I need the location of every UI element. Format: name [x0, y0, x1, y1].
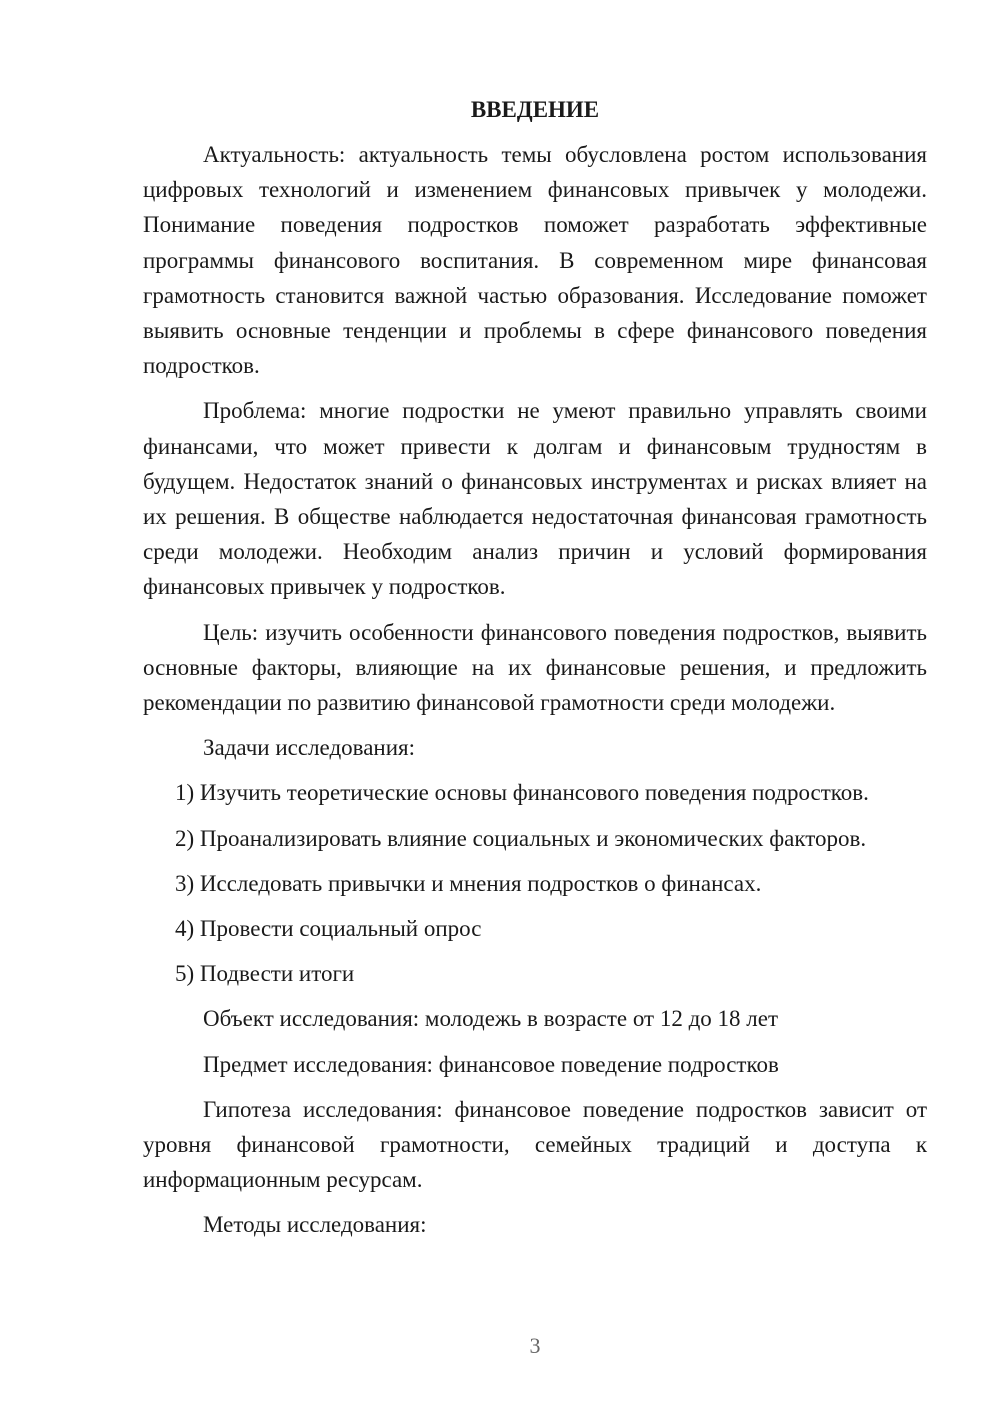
task-item: 5) Подвести итоги [175, 961, 355, 987]
problem-paragraph: Проблема: многие подростки не умеют правильно управлять своими финансами, что может привести к долгам и финансовым трудностям в будущем. Недостаток знаний о финансовых инструментах и рисках влияет на их решения. В обществе наблюдается недостаточная финансовая грамотность среди молодежи. Необходим анализ причин и условий формирования финансовых привычек у подростков. [143, 398, 927, 600]
task-item: 2) Проанализировать влияние социальных и экономических факторов. [175, 825, 867, 851]
object-paragraph: Объект исследования: молодежь в возрасте от 12 до 18 лет [203, 1006, 779, 1032]
task-item: 4) Провести социальный опрос [175, 916, 482, 942]
subject-paragraph: Предмет исследования: финансовое поведение подростков [203, 1051, 779, 1077]
goal-paragraph: Цель: изучить особенности финансового поведения подростков, выявить основные факторы, влияющие на их финансовые решения, и предложить рекомендации по развитию финансовой грамотности среди молодежи. [143, 619, 927, 716]
document-page [143, 92, 927, 1253]
task-item: 3) Исследовать привычки и мнения подростков о финансах. [175, 870, 762, 896]
tasks-list [143, 775, 927, 991]
methods-heading: Методы исследования: [203, 1212, 427, 1238]
relevance-paragraph: Актуальность: актуальность темы обусловлена ростом использования цифровых технологий и изменением финансовых привычек у молодежи. Понимание поведения подростков поможет разработать эффективные программы финансового воспитания. В современном мире финансовая грамотность становится важной частью образования. Исследование поможет выявить основные тенденции и проблемы в сфере финансового поведения подростков. [143, 142, 927, 379]
task-item: 1) Изучить теоретические основы финансового поведения подростков. [175, 780, 869, 806]
tasks-heading: Задачи исследования: [203, 735, 416, 761]
page-number: 3 [529, 1333, 541, 1358]
hypothesis-paragraph: Гипотеза исследования: финансовое поведение подростков зависит от уровня финансовой грамотности, семейных традиций и доступа к информационным ресурсам. [143, 1096, 927, 1193]
page-title: ВВЕДЕНИЕ [470, 97, 600, 122]
